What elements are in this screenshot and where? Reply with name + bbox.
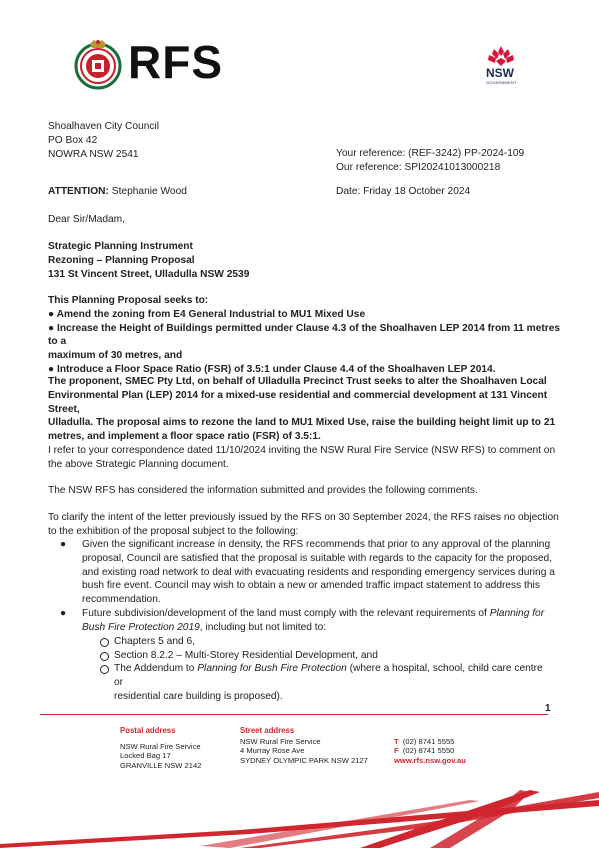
letter-date: Date: Friday 18 October 2024 xyxy=(336,186,471,197)
sub-item-text xyxy=(114,662,554,703)
address-line: Locked Bag 17 xyxy=(120,751,171,761)
your-reference: Your reference: (REF-3242) PP-2024-109 xyxy=(336,148,525,159)
attention-label: ATTENTION: xyxy=(48,186,109,197)
subject-line: 131 St Vincent Street, Ulladulla NSW 2539 xyxy=(48,268,250,280)
footer-divider xyxy=(40,714,548,715)
subject-line: Strategic Planning Instrument xyxy=(48,241,193,252)
bullet-dot-icon: ● xyxy=(60,608,67,619)
seeks-item: ● Introduce a Floor Space Ratio (FSR) of 3.5:1 under Clause 4.4 of the Shoalhaven LEP 2014. xyxy=(48,363,496,375)
bullet-line xyxy=(82,621,560,635)
seeks-item: ● Amend the zoning from E4 General Industrial to MU1 Mixed Use xyxy=(48,308,366,320)
our-reference: Our reference: SPI20241013000218 xyxy=(336,161,501,173)
fax-number: (02) 8741 5550 xyxy=(402,746,455,756)
sub-item-addendum xyxy=(48,662,568,702)
paragraph-correspondence xyxy=(48,444,578,472)
sub-item-text-part: residential care building is proposed). xyxy=(114,690,283,702)
phone-label: T xyxy=(394,737,399,746)
paragraph-line: The proponent, SMEC Pty Ltd, on behalf of Ulladulla Precinct Trust seeks to alter the Shoalhaven Local xyxy=(48,376,547,387)
attention-line xyxy=(48,185,187,199)
bullet-line: recommendation. xyxy=(82,594,161,606)
reference-block xyxy=(336,147,524,175)
bullet-text xyxy=(82,607,560,635)
footer-swoosh-graphic xyxy=(0,770,599,848)
seeks-block xyxy=(48,294,568,377)
paragraph-line: I refer to your correspondence dated 11/10/2024 inviting the NSW Rural Fire Service (NSW RFS) to comment on xyxy=(48,445,556,456)
seeks-intro: This Planning Proposal seeks to: xyxy=(48,295,209,306)
document-title-italic: Planning for Bush Fire Protection xyxy=(197,663,347,674)
address-line: NOWRA NSW 2541 xyxy=(48,148,139,160)
nsw-government-logo xyxy=(478,44,526,92)
circle-bullet-icon xyxy=(100,665,109,674)
sub-item-text: Section 8.2.2 – Multi-Storey Residential Development, and xyxy=(114,650,378,661)
document-title-italic: Planning for xyxy=(489,608,545,619)
attention-name: Stephanie Wood xyxy=(111,186,187,197)
paragraph-clarify xyxy=(48,511,578,539)
fax-label: F xyxy=(394,746,399,756)
bullet-line: Given the significant increase in density, the RFS recommends that prior to any approval of the planning xyxy=(82,539,551,550)
page-number: 1 xyxy=(545,703,551,714)
subject-block xyxy=(48,240,249,281)
address-line: PO Box 42 xyxy=(48,134,98,146)
sub-item-text-part: The Addendum to xyxy=(114,663,198,674)
address-line: NSW Rural Fire Service xyxy=(120,742,201,751)
address-line: GRANVILLE NSW 2142 xyxy=(120,760,202,770)
postal-address-label: Postal address xyxy=(120,726,176,735)
sub-item-text: Chapters 5 and 6, xyxy=(114,636,195,647)
address-line: SYDNEY OLYMPIC PARK NSW 2127 xyxy=(240,755,368,765)
paragraph-line: To clarify the intent of the letter previously issued by the RFS on 30 September 2024, the RFS raises no objection xyxy=(48,512,559,523)
bullet-line: and existing road network to deal with evacuating residents and responding emergency services during a xyxy=(82,566,555,578)
paragraph-line: metres, and implement a floor space ratio (FSR) of 3.5:1. xyxy=(48,431,321,443)
nsw-logo-subtext: GOVERNMENT xyxy=(486,80,517,85)
sub-item-section xyxy=(48,649,568,663)
street-address-label: Street address xyxy=(240,726,295,735)
paragraph-considered: The NSW RFS has considered the information submitted and provides the following comments. xyxy=(48,485,478,496)
paragraph-line: Environmental Plan (LEP) 2014 for a mixed-use residential and commercial development at 131 Vincent Street, xyxy=(48,389,548,415)
bullet-text-part: , including but not limited to: xyxy=(199,621,327,633)
address-line: NSW Rural Fire Service xyxy=(240,737,321,746)
postal-address xyxy=(120,742,201,770)
fax-line xyxy=(394,746,466,755)
bullet-line xyxy=(82,607,560,621)
circle-bullet-icon xyxy=(100,652,109,661)
proponent-paragraph xyxy=(48,375,578,444)
bullet-line: proposal, Council are satisfied that the proposal is suitable with regards to the capacity for the proposed, xyxy=(82,552,553,564)
bullet-dot-icon: ● xyxy=(60,539,67,550)
paragraph-line: Ulladulla. The proposal aims to rezone the land to MU1 Mixed Use, raise the building height limit up to 21 xyxy=(48,417,556,429)
address-line: 4 Murray Rose Ave xyxy=(240,746,305,756)
bullet-text-part: Future subdivision/development of the land must comply with the relevant requirements of xyxy=(82,608,490,619)
seeks-item: maximum of 30 metres, and xyxy=(48,350,183,362)
paragraph-line: to the exhibition of the proposal subject to the following: xyxy=(48,525,299,537)
paragraph-line: the above Strategic Planning document. xyxy=(48,458,229,470)
website-link[interactable]: www.rfs.nsw.gov.au xyxy=(394,755,466,765)
waratah-icon xyxy=(484,44,518,68)
contact-details xyxy=(394,737,466,765)
bullet-line: bush fire event. Council may wish to obtain a new or amended traffic impact statement to address this xyxy=(82,580,540,592)
document-title-italic: Bush Fire Protection 2019 xyxy=(82,621,200,633)
seeks-item: ● Increase the Height of Buildings permitted under Clause 4.3 of the Shoalhaven LEP 2014 from 11 metres to a xyxy=(48,322,561,348)
salutation: Dear Sir/Madam, xyxy=(48,214,125,225)
phone-number: (02) 8741 5555 xyxy=(402,737,455,746)
sub-item-text-part: (where a hospital, school, child care centre or xyxy=(114,663,543,688)
rfs-logo xyxy=(72,36,232,90)
street-address xyxy=(240,737,368,765)
circle-bullet-icon xyxy=(100,638,109,647)
address-line: Shoalhaven City Council xyxy=(48,121,159,132)
nsw-logo-text: NSW xyxy=(486,66,514,80)
subject-line: Rezoning – Planning Proposal xyxy=(48,254,195,266)
phone-line xyxy=(394,737,466,746)
bullet-text xyxy=(82,538,560,607)
rfs-crest-icon xyxy=(72,36,124,90)
recipient-address xyxy=(48,120,159,161)
rfs-logo-text: RFS xyxy=(128,36,223,88)
sub-item-chapters xyxy=(48,635,568,649)
